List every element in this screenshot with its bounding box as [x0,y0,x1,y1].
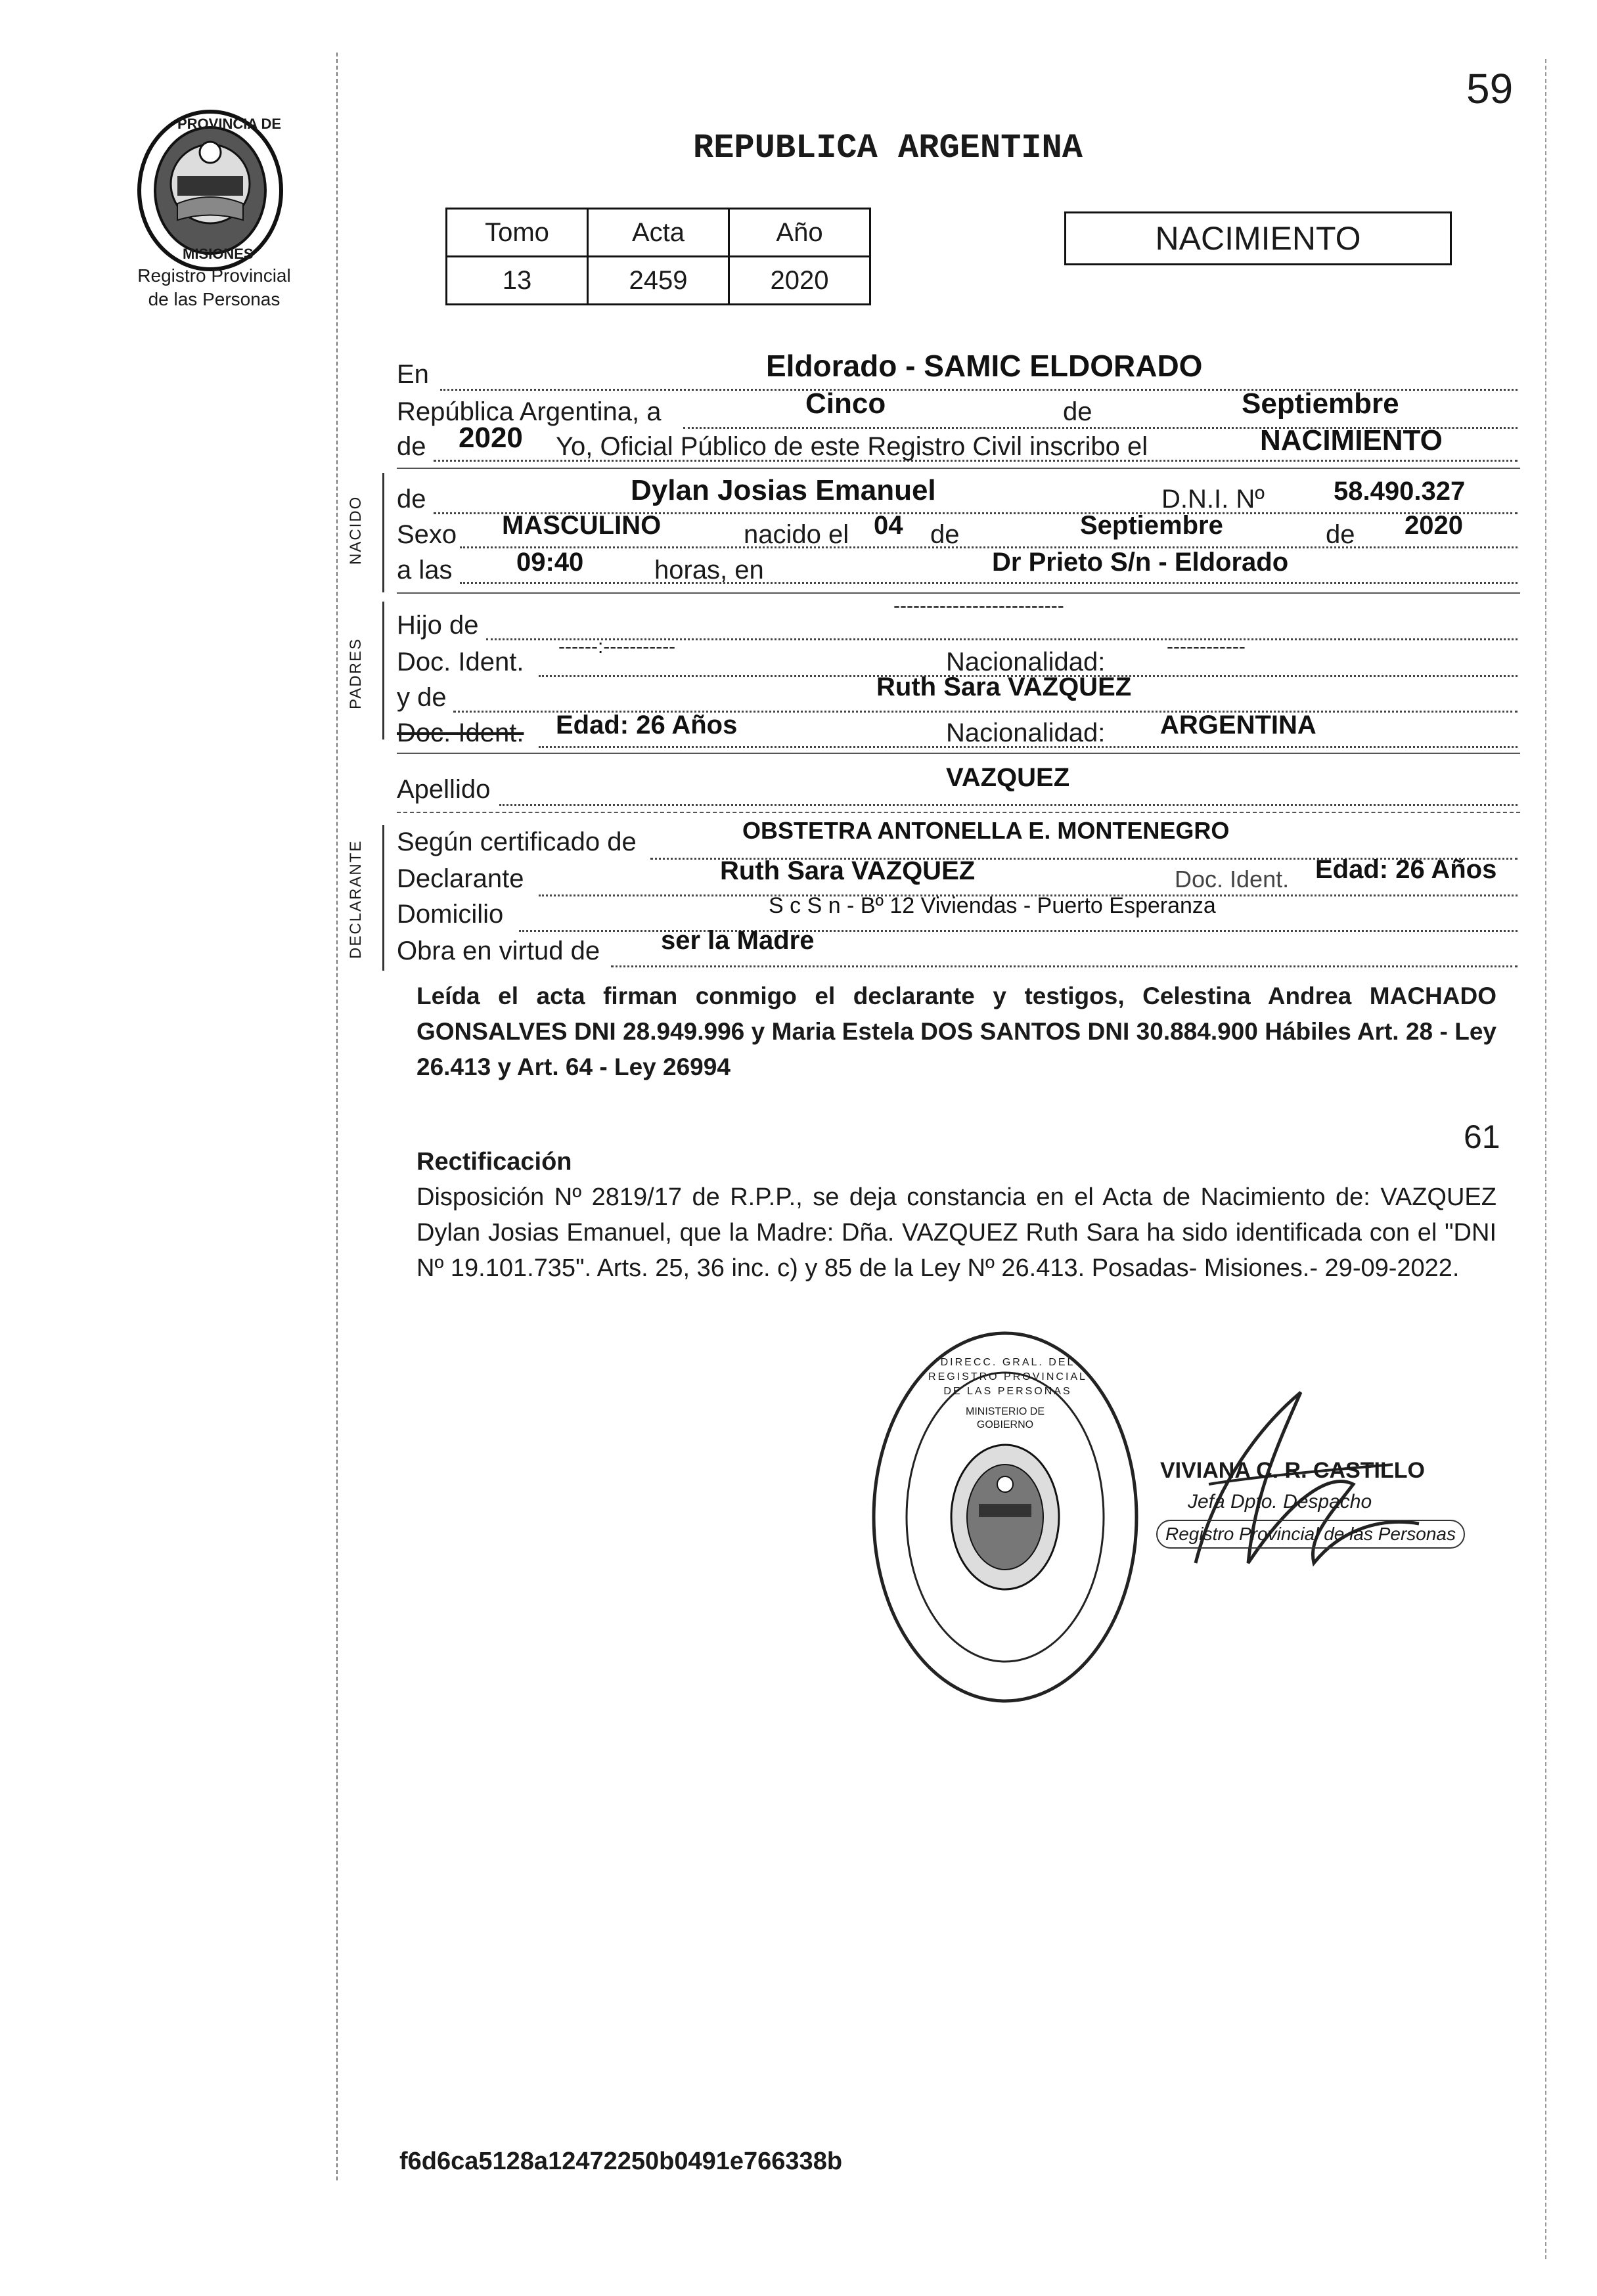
row-hijo-label: Hijo de [397,611,479,640]
row-sexo-label3: de [930,520,960,549]
row-sexo-label: Sexo [397,520,457,549]
row-republica-label2: de [1063,397,1092,426]
official-stamp [867,1327,1143,1708]
seal-text-top: PROVINCIA DE [177,116,282,132]
row-doc2-label2: Nacionalidad: [946,718,1106,747]
rectificacion-number: 61 [1464,1118,1500,1155]
row-sexo-month: Septiembre [1080,511,1223,540]
separator-3 [397,753,1520,754]
row-declarante-value: Ruth Sara VAZQUEZ [720,856,976,885]
row-anio-value2: NACIMIENTO [1260,424,1443,456]
row-nombre-dni: 58.490.327 [1334,477,1466,506]
row-en-label: En [397,360,429,389]
header-title: REPUBLICA ARGENTINA [693,129,1083,167]
row-hora-label2: horas, en [654,556,764,585]
row-declarante-label: Declarante [397,864,524,893]
row-en-value: Eldorado - SAMIC ELDORADO [766,349,1203,383]
row-domicilio-value: S c S n - Bº 12 Viviendas - Puerto Esperanza [769,893,1216,918]
row-anio-value: 2020 [459,422,523,454]
row-declarante-value2: Edad: 26 Años [1315,855,1497,884]
row-doc1-value: ------:----------- [558,636,676,657]
separator-4 [397,812,1520,813]
row-hora-place: Dr Prieto S/n - Eldorado [992,548,1289,577]
stamp-text: DIRECC. GRAL. DEL REGISTRO PROVINCIAL DE LAS PERSONAS [928,1357,1087,1397]
row-doc2-label: Doc. Ident. [397,718,524,747]
record-type-box: NACIMIENTO [1064,211,1452,265]
signature-title: Jefa Dpto. Despacho [1188,1491,1372,1512]
row-anio-label: de [397,432,426,461]
padres-bracket [382,602,384,740]
value-tomo: 13 [447,257,588,305]
header-acta: Acta [588,209,729,257]
stamp-inner-text: MINISTERIO DE GOBIERNO [965,1406,1045,1430]
header-anio: Año [729,209,870,257]
row-doc2-value: Edad: 26 Años [556,711,738,740]
logo-caption-2: de las Personas [148,289,281,309]
row-sexo-label4: de [1326,520,1355,549]
header-tomo: Tomo [447,209,588,257]
row-obra-label: Obra en virtud de [397,937,600,965]
row-doc2-value2: ARGENTINA [1160,711,1316,740]
row-sexo-value: MASCULINO [502,511,662,540]
row-republica-month: Septiembre [1242,387,1399,420]
row-nombre-label: de [397,485,426,514]
logo-caption-1: Registro Provincial [137,265,291,286]
row-apellido-value: VAZQUEZ [946,763,1070,792]
leida-paragraph: Leída el acta firman conmigo el declarante y testigos, Celestina Andrea MACHADO GONSALVES DNI 28.949.996 y Maria Estela DOS SANTOS DNI 30.884.900 Hábiles Art. 28 - Ley 26.413 y Art. 64 - Ley 26994 [416,982,1496,1080]
row-nombre-label2: D.N.I. Nº [1161,485,1265,514]
row-domicilio-label: Domicilio [397,900,504,929]
row-sexo-year: 2020 [1405,511,1463,540]
declarante-bracket [382,825,384,971]
row-republica-label: República Argentina, a [397,397,662,426]
padres-section-label: PADRES [347,638,365,709]
value-anio: 2020 [729,257,870,305]
row-yde-label: y de [397,683,447,712]
page-number: 59 [1466,65,1514,112]
row-hora-line [460,548,1518,584]
row-nombre-value: Dylan Josias Emanuel [631,474,936,506]
row-sexo-label2: nacido el [744,520,849,549]
separator-1 [397,468,1520,469]
separator-2 [397,592,1520,594]
row-certificado-value: OBSTETRA ANTONELLA E. MONTENEGRO [742,817,1230,844]
row-declarante-label2: Doc. Ident. [1175,866,1290,893]
row-republica-day: Cinco [805,387,886,420]
row-obra-value: ser la Madre [661,926,815,955]
document-hash: f6d6ca5128a12472250b0491e766338b [399,2148,843,2175]
seal-text-bottom: MISIONES [183,246,254,262]
right-margin-line [1545,59,1546,2259]
rectificacion-title: Rectificación [416,1148,572,1176]
logo [131,105,289,276]
row-hora-value: 09:40 [516,548,584,577]
nacido-section-label: NACIDO [347,495,365,565]
row-apellido-label: Apellido [397,775,491,804]
row-hora-label: a las [397,556,453,585]
row-doc1-value2: ------------ [1167,636,1246,657]
row-anio-label2: Yo, Oficial Público de este Registro Civil inscribo el [556,432,1148,461]
row-hijo-value: -------------------------- [893,595,1064,617]
row-doc1-label2: Nacionalidad: [946,648,1106,676]
nacido-bracket [382,473,384,592]
register-table [445,208,871,305]
value-acta: 2459 [588,257,729,305]
declarante-section-label: DECLARANTE [347,839,365,959]
row-doc1-label: Doc. Ident. [397,648,524,676]
signature-name: VIVIANA C. R. CASTILLO [1160,1458,1425,1483]
row-yde-value: Ruth Sara VAZQUEZ [876,673,1132,701]
rectificacion-body: Disposición Nº 2819/17 de R.P.P., se deja constancia en el Acta de Nacimiento de: VAZQUEZ Dylan Josias Emanuel, que la Madre: Dña. VAZQUEZ Ruth Sara ha sido identificada con el "DNI Nº 19.101.735". Arts. 25, 36 inc. c) y 85 de la Ley Nº 26.413. Posadas- Misiones.- 29-09-2022. [416,1183,1496,1282]
row-certificado-label: Según certificado de [397,828,637,856]
left-margin-line [336,53,338,2180]
signature-office: Registro Provincial de las Personas [1156,1520,1465,1549]
row-sexo-day: 04 [874,511,903,540]
